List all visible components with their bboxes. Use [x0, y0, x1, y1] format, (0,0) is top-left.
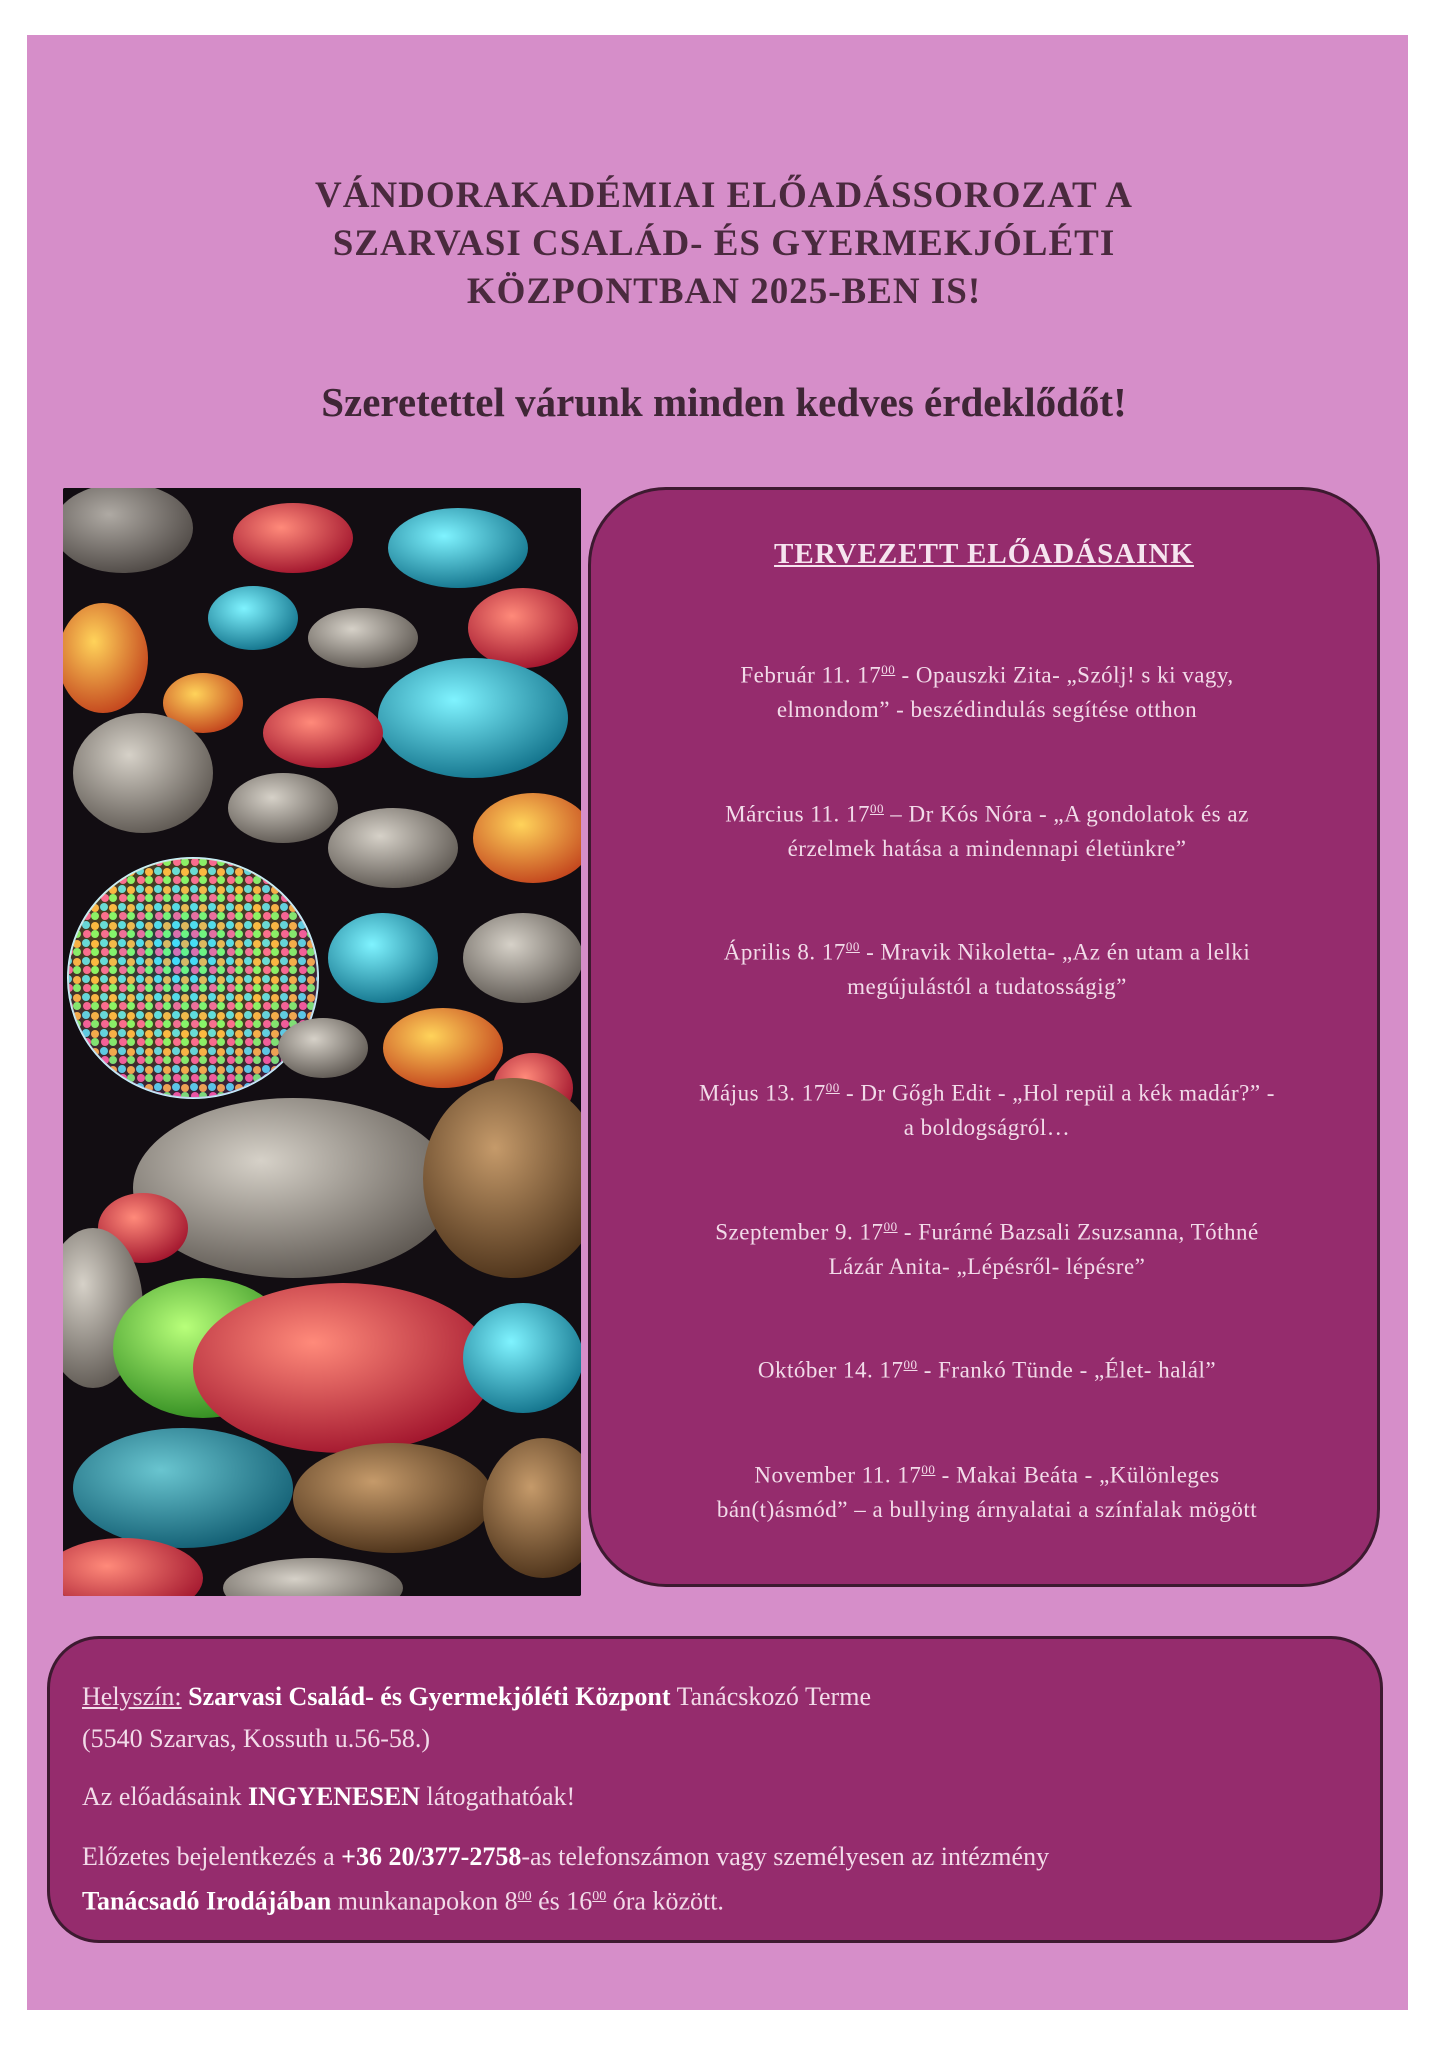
title-line-3: KÖZPONTBAN 2025-BEN IS! — [466, 271, 982, 312]
flyer-title — [0, 172, 1448, 316]
title-line-1: VÁNDORAKADÉMIAI ELŐADÁSSOROZAT A — [314, 175, 1133, 216]
event-april: Április 8. $17^{00}$ - Mravik Nikoletta- „Az én utam a lelki megújulástól a tudatosságig” — [723, 939, 1251, 999]
event-september: Szeptember 9. $17^{00}$ - Furárné Bazsali Zsuzsanna, Tóthné Lázár Anita- „Lépésről- lépésre” — [715, 1219, 1259, 1279]
program-box — [588, 487, 1380, 1587]
event-february: Február 11. $17^{00}$ - Opauszki Zita- „Szólj! s ki vagy, elmondom” - beszédindulás segítése otthon — [740, 662, 1234, 722]
event-march: Március 11. $17^{00}$ – Dr Kós Nóra - „A gondolatok és az érzelmek hatása a mindennapi életünkre” — [725, 801, 1249, 861]
title-line-2: SZARVASI CSALÁD- ÉS GYERMEKJÓLÉTI — [332, 223, 1116, 264]
event-november: November 11. $17^{00}$ - Makai Beáta - „Különleges bán(t)ásmód” – a bullying árnyalatai a színfalak mögött — [716, 1462, 1258, 1522]
office-hours-line: Tanácsadó Irodájában munkanapokon $8^{00}$ és $16^{00}$ óra között. — [82, 1886, 724, 1916]
event-october: Október 14. $17^{00}$ - Frankó Tünde - „Élet- halál” — [757, 1357, 1217, 1383]
info-box — [47, 1636, 1383, 1943]
venue-line: Helyszín: Szarvasi Család- és Gyermekjóléti Központ Tanácskozó Terme — [82, 1682, 871, 1711]
colorful-stones-image — [63, 488, 581, 1596]
free-entry-line: Az előadásaink INGYENESEN látogathatóak! — [82, 1782, 576, 1811]
stones-illustration — [63, 488, 581, 1596]
address-line: (5540 Szarvas, Kossuth u.56-58.) — [82, 1724, 431, 1753]
program-heading: TERVEZETT ELŐADÁSAINK — [774, 538, 1194, 570]
registration-line: Előzetes bejelentkezés a +36 20/377-2758-as telefonszámon vagy személyesen az intézmény — [82, 1842, 1050, 1871]
flyer-subtitle: Szeretettel várunk minden kedves érdeklődőt! — [321, 379, 1127, 425]
event-may: Május 13. $17^{00}$ - Dr Gőgh Edit - „Hol repül a kék madár?” - a boldogságról… — [699, 1080, 1275, 1140]
